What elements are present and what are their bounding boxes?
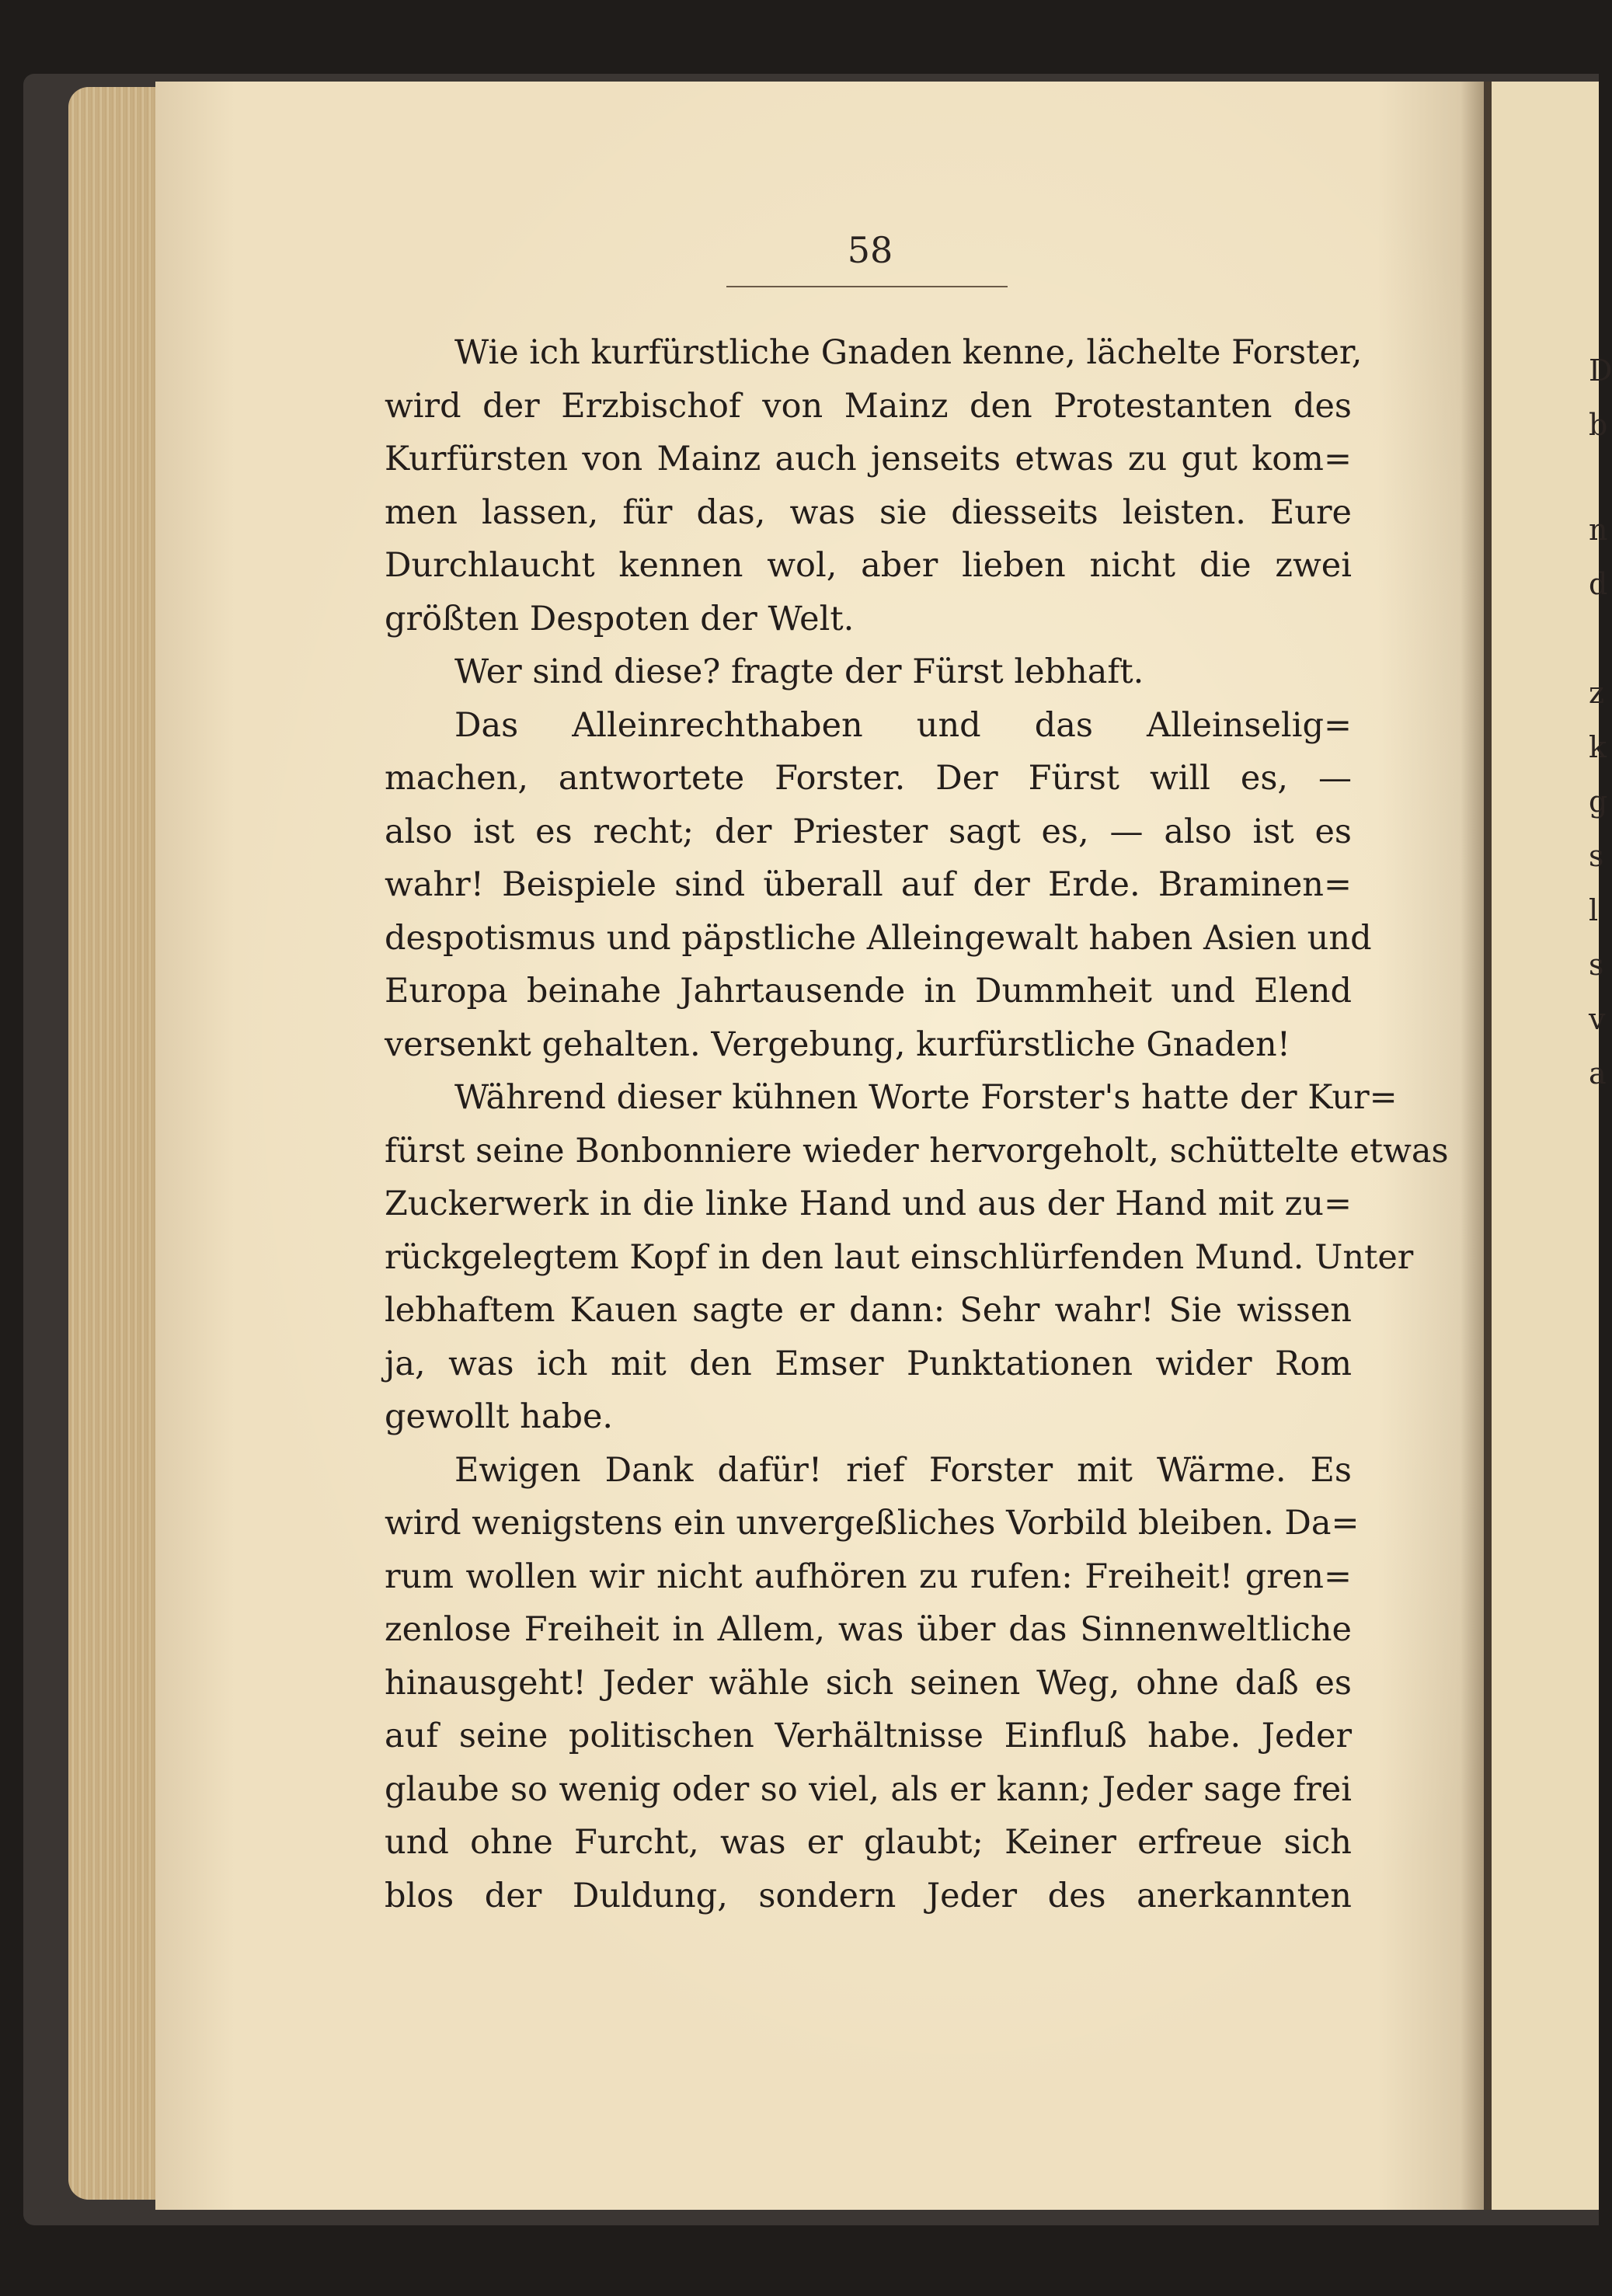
facing-page-glyph: v	[1589, 1002, 1606, 1036]
facing-page-glyph: D	[1589, 353, 1612, 388]
text-line: lebhaftem Kauen sagte er dann: Sehr wahr! Sie wissen	[385, 1291, 1352, 1330]
text-line: Wer sind diese? fragte der Fürst lebhaft.	[454, 652, 1144, 691]
book-page-right	[1492, 82, 1612, 2210]
text-line: wahr! Beispiele sind überall auf der Erde. Braminen=	[385, 865, 1352, 904]
text-line: also ist es recht; der Priester sagt es, — also ist es	[385, 812, 1352, 851]
text-line: Das Alleinrechthaben und das Alleinselig=	[454, 705, 1352, 745]
text-line: Während dieser kühnen Worte Forster's hatte der Kur=	[454, 1078, 1398, 1117]
text-line: rückgelegtem Kopf in den laut einschlürfenden Mund. Unter	[385, 1237, 1414, 1277]
text-line: Kurfürsten von Mainz auch jenseits etwas zu gut kom=	[385, 440, 1352, 478]
book-gutter	[1461, 82, 1492, 2210]
facing-page-glyph: n	[1589, 513, 1608, 547]
page-number: 58	[847, 229, 893, 271]
facing-page-glyph: d	[1589, 567, 1608, 601]
text-line: versenkt gehalten. Vergebung, kurfürstliche Gnaden!	[385, 1025, 1291, 1064]
text-line: auf seine politischen Verhältnisse Einfluß habe. Jeder	[385, 1717, 1352, 1755]
text-line: blos der Duldung, sondern Jeder des anerkannten	[385, 1876, 1352, 1915]
text-line: rum wollen wir nicht aufhören zu rufen: Freiheit! gren=	[385, 1557, 1352, 1596]
page-edges	[68, 87, 162, 2200]
text-line: Wie ich kurfürstliche Gnaden kenne, lächelte Forster,	[454, 333, 1363, 372]
facing-page-glyph: b	[1589, 408, 1608, 442]
text-line: ja, was ich mit den Emser Punktationen wider Rom	[385, 1344, 1352, 1383]
text-line: fürst seine Bonbonniere wieder hervorgeholt, schüttelte etwas	[385, 1131, 1449, 1171]
text-line: und ohne Furcht, was er glaubt; Keiner erfreue sich	[385, 1823, 1352, 1862]
facing-page-glyph: g	[1589, 784, 1608, 819]
facing-page-glyph: l	[1589, 893, 1599, 927]
facing-page-glyph: s	[1589, 948, 1604, 982]
text-line: despotismus und päpstliche Alleingewalt haben Asien und	[385, 918, 1372, 958]
facing-page-glyph: k	[1589, 730, 1607, 764]
text-line: wird wenigstens ein unvergeßliches Vorbild bleiben. Da=	[385, 1504, 1360, 1543]
text-line: machen, antwortete Forster. Der Fürst will es, —	[385, 759, 1352, 798]
text-line: Zuckerwerk in die linke Hand und aus der Hand mit zu=	[385, 1185, 1352, 1223]
page-number-rule	[726, 286, 1008, 287]
text-line: zenlose Freiheit in Allem, was über das Sinnenweltliche	[385, 1610, 1352, 1649]
body-text	[385, 326, 1449, 1922]
facing-page-glyph: a	[1589, 1056, 1607, 1091]
text-line: gewollt habe.	[385, 1397, 614, 1436]
text-line: größten Despoten der Welt.	[385, 599, 855, 638]
text-line: wird der Erzbischof von Mainz den Protestanten des	[385, 386, 1352, 426]
facing-page-glyph: s	[1589, 839, 1604, 873]
text-line: Europa beinahe Jahrtausende in Dummheit und Elend	[385, 972, 1352, 1011]
text-line: hinausgeht! Jeder wähle sich seinen Weg, ohne daß es	[385, 1663, 1352, 1703]
text-line: Ewigen Dank dafür! rief Forster mit Wärme. Es	[454, 1450, 1352, 1490]
text-line: glaube so wenig oder so viel, als er kann; Jeder sage frei	[385, 1769, 1352, 1809]
facing-page-glyph: z	[1589, 676, 1605, 710]
text-line: men lassen, für das, was sie diesseits leisten. Eure	[385, 492, 1352, 532]
text-line: Durchlaucht kennen wol, aber lieben nicht die zwei	[385, 546, 1352, 585]
